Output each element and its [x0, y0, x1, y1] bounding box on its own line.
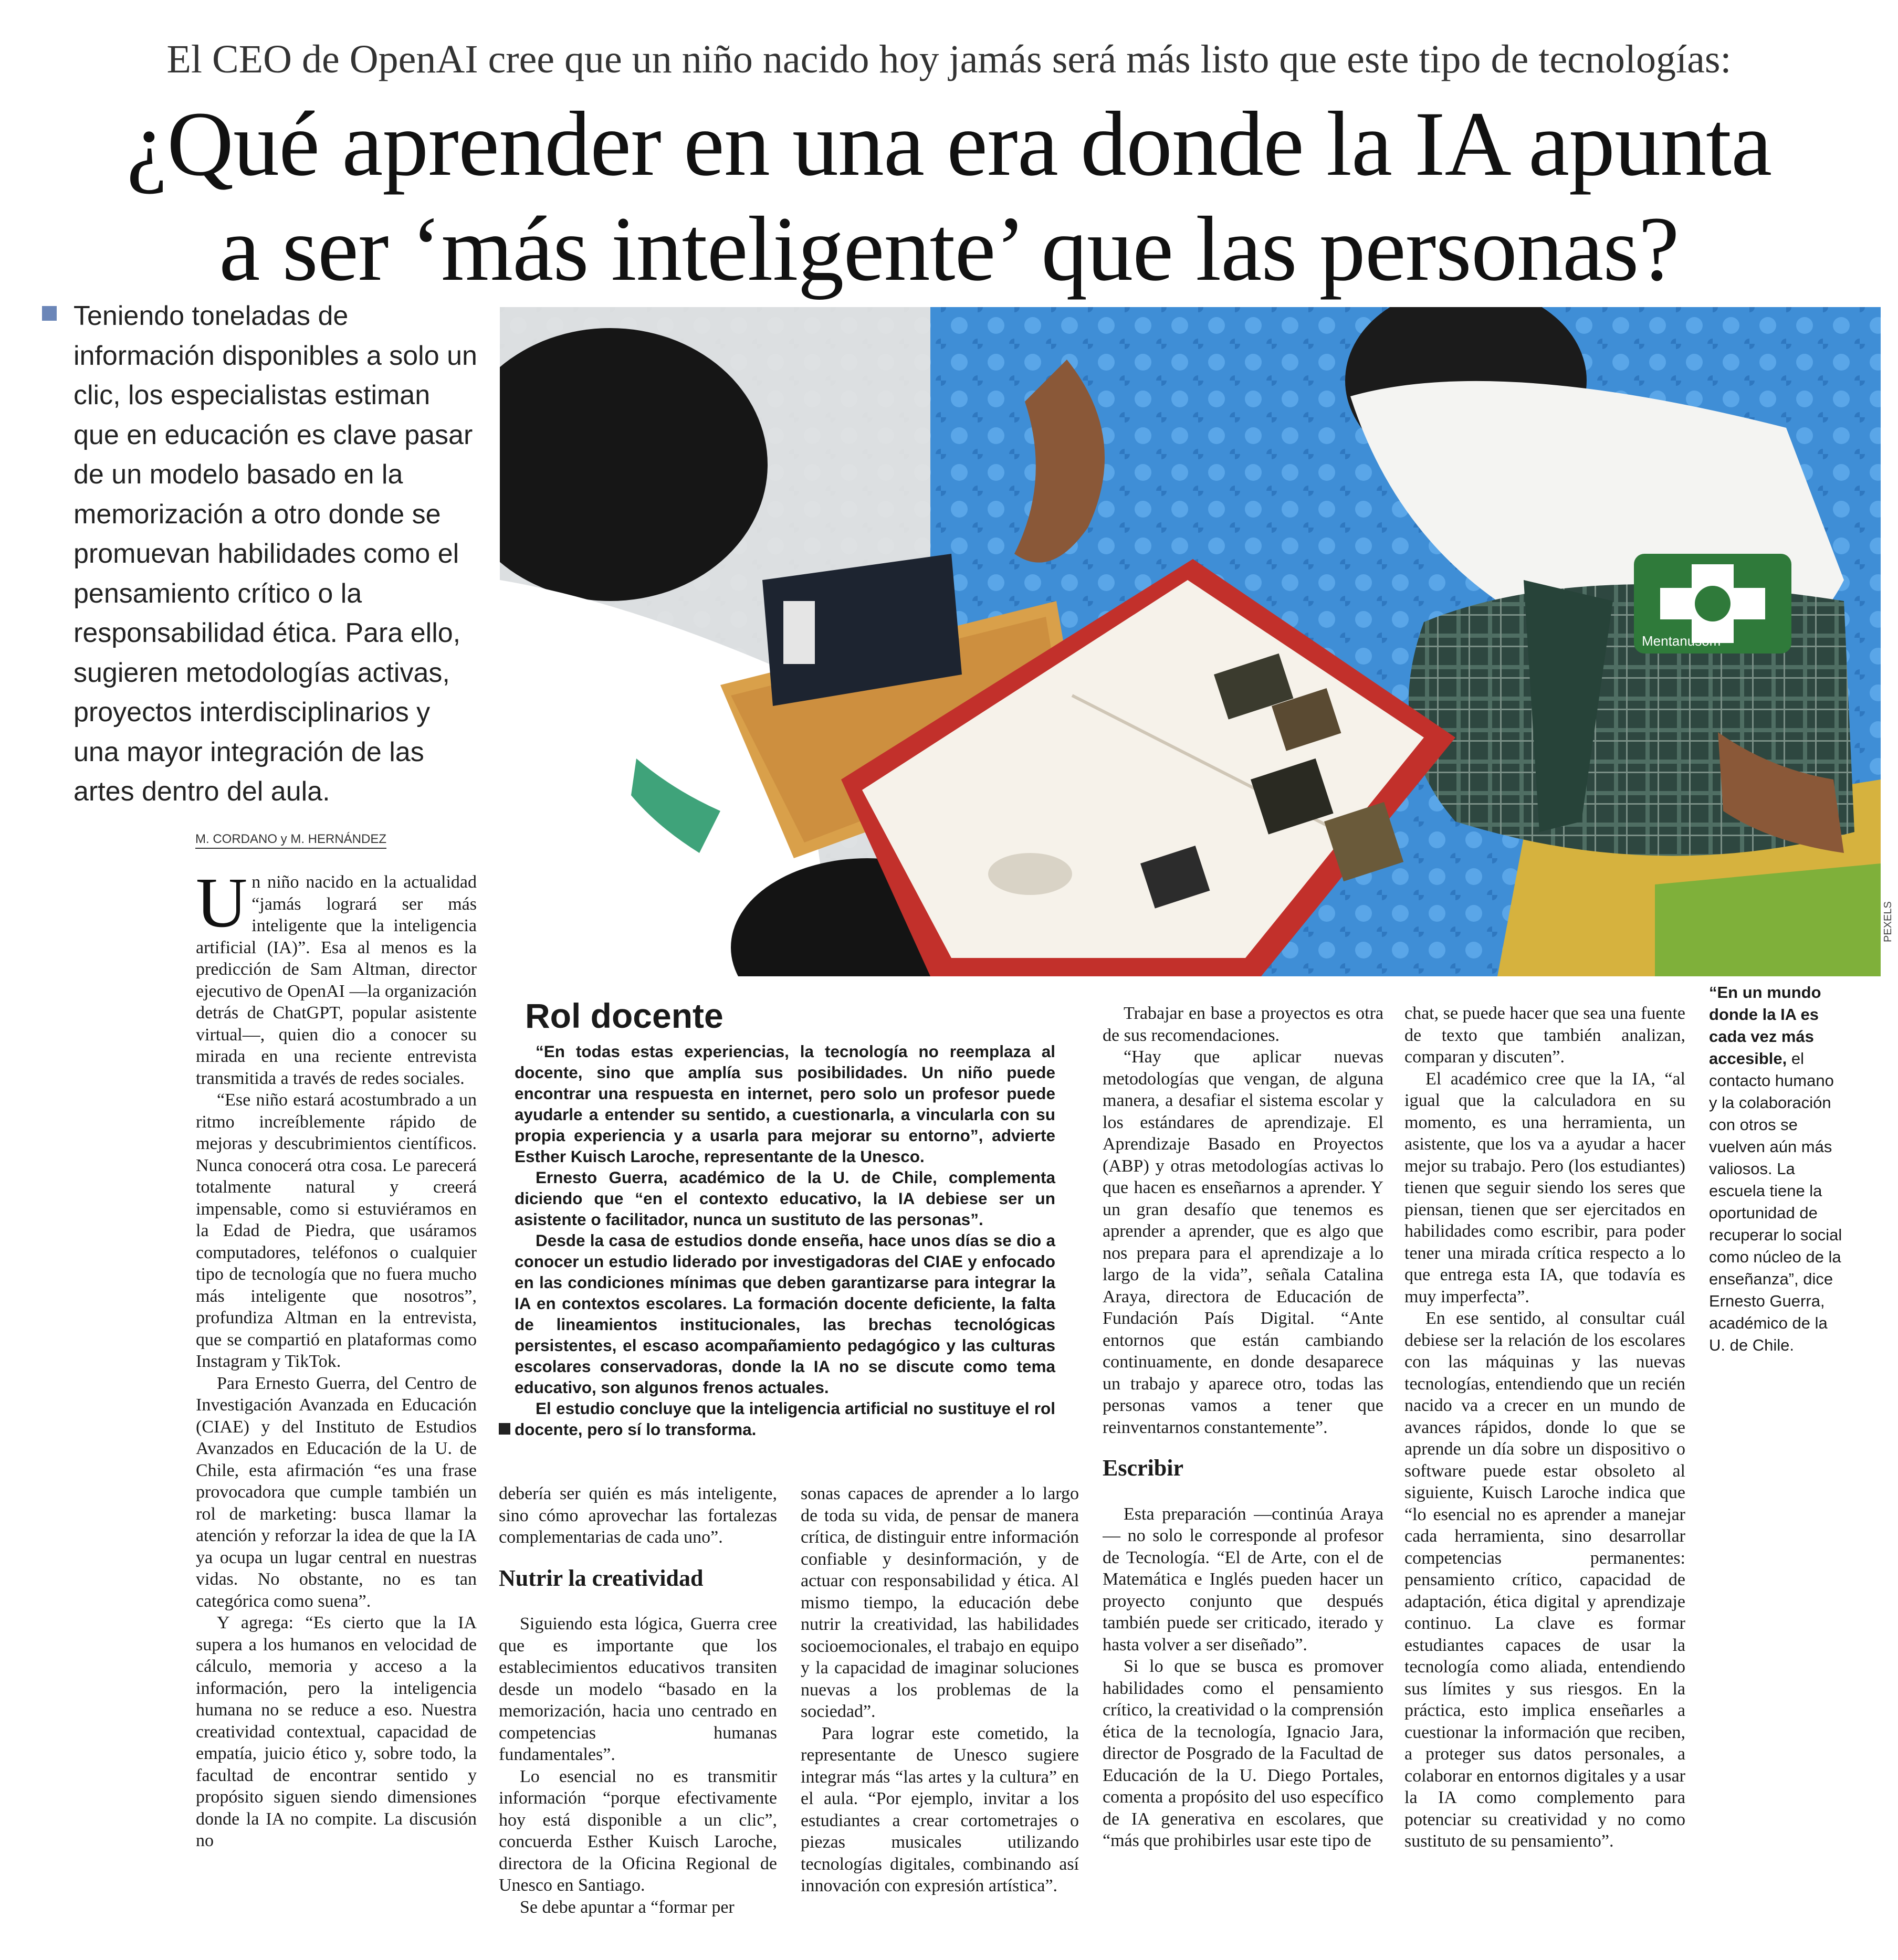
- summary: [42, 297, 478, 812]
- paragraph: Esta preparación —continúa Araya— no solo le corresponde al profesor de Tecnología. “El de Arte, con el de Matemática e Inglés pueden hacer un proyecto conjunto que después también puede ser criticado, iterado y hasta volver a ser diseñado”.: [1103, 1504, 1383, 1655]
- paragraph: sonas capaces de aprender a lo largo de toda su vida, de pensar de manera crítica, de distinguir entre información confiable y desinformación, y de actuar con responsabilidad y ética. Al mismo tiempo, la educación debe nutrir la creatividad, las habilidades socioemocionales, el trabajo en equipo y la capacidad de imaginar soluciones nuevas a los problemas de la sociedad”.: [801, 1484, 1079, 1721]
- subhead-escribir: Escribir: [1103, 1455, 1183, 1481]
- sidebar-box-rol-docente: [515, 995, 1055, 1440]
- paragraph: “Ese niño estará acostumbrado a un ritmo increíblemente rápido de mejoras y descubrimientos científicos. Nunca conocerá otra cosa. Le parecerá totalmente natural y creerá impensable, como si estuviéramos en la Edad de Piedra, que usáramos computadores, teléfonos o cualquier tipo de tecnología que no fuera mucho más inteligente que nosotros”, profundiza Altman en la entrevista, que se compartió en plataformas como Instagram y TikTok.: [196, 1090, 477, 1371]
- paragraph: Trabajar en base a proyectos es otra de sus recomendaciones.: [1103, 1004, 1383, 1045]
- end-square-icon: [499, 1423, 510, 1435]
- box-paragraph: El estudio concluye que la inteligencia artificial no sustituye el rol docente, pero sí lo transforma.: [515, 1399, 1055, 1439]
- box-paragraph: “En todas estas experiencias, la tecnología no reemplaza al docente, sino que amplía sus posibilidades. Un niño puede encontrar una respuesta en internet, pero solo un profesor puede ayudarle a entender su sentido, a cuestionarla, a vincularla con su propia experiencia y a usarla para mejorar su entorno”, advierte Esther Kuisch Laroche, representante de la Unesco.: [515, 1042, 1055, 1166]
- article-column-3: [801, 1483, 1079, 1960]
- paragraph: Y agrega: “Es cierto que la IA supera a los humanos en velocidad de cálculo, memoria y acceso a la información, pero la inteligencia humana no se reduce a eso. Nuestra creatividad contextual, capacidad de empatía, juicio ético y, sobre todo, la facultad de encontrar sentido y propósito siguen siendo dimensiones donde la IA no compite. La discusión no: [196, 1613, 477, 1850]
- pull-quote-bold: “En un mundo donde la IA es cada vez más accesible,: [1709, 983, 1821, 1068]
- paragraph: Siguiendo esta lógica, Guerra cree que es importante que los establecimientos educativos transiten desde un modelo “basado en la memorización, hacia uno centrado en competencias humanas fundamentales”.: [499, 1614, 777, 1764]
- byline: M. CORDANO y M. HERNÁNDEZ: [195, 832, 386, 849]
- box-paragraph: Ernesto Guerra, académico de la U. de Chile, complementa diciendo que “en el contexto educativo, la IA debiese ser un asistente o facilitador, nunca un sustituto de las personas”.: [515, 1168, 1055, 1229]
- paragraph: debería ser quién es más inteligente, sino cómo aprovechar las fortalezas complementarias de cada uno”.: [499, 1484, 777, 1547]
- article-column-4: [1103, 1003, 1383, 1960]
- summary-text: Teniendo toneladas de información disponibles a solo un clic, los especialistas estiman que en educación es clave pasar de un modelo basado en la memorización a otro donde se promuevan habilidades como el pensamiento crítico o la responsabilidad ética. Para ello, sugieren metodologías activas, proyectos interdisciplinarios y una mayor integración de las artes dentro del aula.: [74, 301, 477, 807]
- book-label-text: Mentanusom: [1642, 633, 1721, 649]
- headline-line-2: a ser ‘más inteligente’ que las personas?: [219, 198, 1679, 300]
- pull-quote: [1709, 982, 1843, 1356]
- paragraph-text: n niño nacido en la actualidad “jamás logrará ser más inteligente que la inteligencia artificial (IA)”. Esa al menos es la predicción de Sam Altman, director ejecutivo de OpenAI —la organización detrás de ChatGPT, popular asistente virtual—, quien dio a conocer su mirada en una reciente entrevista transmitida a través de redes sociales.: [196, 872, 477, 1088]
- article-column-1: [196, 871, 477, 1960]
- pull-quote-text: el contacto humano y la colaboración con otros se vuelven aún más valiosos. La escuela tiene la oportunidad de recuperar lo social como núcleo de la enseñanza”, dice Ernesto Guerra, académico de la U. de Chile.: [1709, 1049, 1842, 1354]
- drop-cap: U: [196, 871, 248, 942]
- headline-line-1: ¿Qué aprender en una era donde la IA apunta: [126, 93, 1772, 195]
- paragraph: [196, 871, 477, 1089]
- paragraph: Para lograr este cometido, la representante de Unesco sugiere integrar más “las artes y la cultura” en el aula. “Por ejemplo, invitar a los estudiantes a crear cortometrajes o piezas musicales utilizando tecnologías digitales, combinando así innovación con expresión artística”.: [801, 1723, 1079, 1895]
- headline: [0, 92, 1898, 302]
- paragraph: “Hay que aplicar nuevas metodologías que vengan, de alguna manera, a desafiar el sistema escolar y los estándares de aprendizaje. El Aprendizaje Basado en Proyectos (ABP) y otras metodologías activas lo que hacen es enseñarnos a aprender. Y un gran desafío que tenemos es aprender a aprender, que es algo que nos prepara para el aprendizaje a lo largo de la vida”, señala Catalina Araya, directora de Educación de Fundación País Digital. “Ante entornos que están cambiando continuamente, en donde desaparece un trabajo y aparece otro, todas las personas vamos a tener que reinventarnos constantemente”.: [1103, 1047, 1383, 1437]
- box-title: Rol docente: [525, 996, 723, 1035]
- paragraph: En ese sentido, al consultar cuál debiese ser la relación de los escolares con las máquinas y las nuevas tecnologías, entendiendo que un recién nacido va a crecer en un mundo de avances rápidos, donde lo que se aprende un día sobre un dispositivo o software puede estar obsoleto al siguiente, Kuisch Laroche indica que “lo esencial no es aprender a manejar cada herramienta, sino desarrollar competencias permanentes: pensamiento crítico, capacidad de adaptación, ética digital y aprendizaje continuo. La clave es formar estudiantes capaces de usar la tecnología como aliada, entendiendo sus límites y sus riesgos. En la práctica, esto implica enseñarles a cuestionar la información que reciben, a proteger sus datos personales, a colaborar en entornos digitales y a usar la IA como complemento para potenciar su creatividad y no como sustituto de su pensamiento”.: [1404, 1309, 1685, 1851]
- paragraph: Para Ernesto Guerra, del Centro de Investigación Avanzada en Educación (CIAE) y del Instituto de Estudios Avanzados en Educación de la U. de Chile, esta afirmación “es una frase provocadora que cumple también un rol de marketing: busca llamar la atención y reforzar la idea de que la IA ya ocupa un lugar central en nuestras vidas. No obstante, no es tan categórica como suena”.: [196, 1373, 477, 1611]
- summary-bullet-square: [42, 306, 57, 321]
- article-column-2: [499, 1483, 777, 1960]
- photo-illustration: [500, 307, 1881, 976]
- box-paragraph: Desde la casa de estudios donde enseña, hace unos días se dio a conocer un estudio liderado por investigadoras del CIAE y enfocado en las condiciones mínimas que deben garantizarse para integrar la IA en contextos escolares. La formación docente deficiente, la falta de lineamientos institucionales, las brechas tecnológicas persistentes, el escaso acompañamiento pedagógico y las culturas escolares conservadoras, donde la IA no se discute como tema educativo, son algunos frenos actuales.: [515, 1231, 1055, 1397]
- photo-credit: PEXELS: [1882, 901, 1894, 942]
- kicker: El CEO de OpenAI cree que un niño nacido hoy jamás será más listo que este tipo de tecnologías:: [166, 37, 1732, 81]
- article-column-5: [1404, 1003, 1685, 1960]
- article-photo: [500, 307, 1881, 976]
- subhead-nutrir-la-creatividad: Nutrir la creatividad: [499, 1565, 704, 1591]
- paragraph: Se debe apuntar a “formar per: [520, 1897, 735, 1917]
- paragraph: chat, se puede hacer que sea una fuente de texto que también analizan, comparan y discuten”.: [1404, 1004, 1685, 1067]
- paragraph: Si lo que se busca es promover habilidades como el pensamiento crítico, la creatividad o la comprensión ética de la tecnología, Ignacio Jara, director de Posgrado de la Facultad de Educación de la U. Diego Portales, comenta a propósito del uso específico de IA generativa en escolares, que “más que prohibirles usar este tipo de: [1103, 1657, 1383, 1850]
- paragraph: El académico cree que la IA, “al igual que la calculadora en su momento, es una herramienta, un asistente, que los va a ayudar a hacer mejor su trabajo. Pero (los estudiantes) tienen que seguir siendo los seres que piensan, tienen que ser ejercitados en habilidades como escribir, para poder tener una mirada crítica respecto a lo que entrega esta IA, que todavía es muy imperfecta”.: [1404, 1069, 1685, 1306]
- paragraph: Lo esencial no es transmitir información “porque efectivamente hoy está disponible a un clic”, concuerda Esther Kuisch Laroche, directora de la Oficina Regional de Unesco en Santiago.: [499, 1766, 777, 1895]
